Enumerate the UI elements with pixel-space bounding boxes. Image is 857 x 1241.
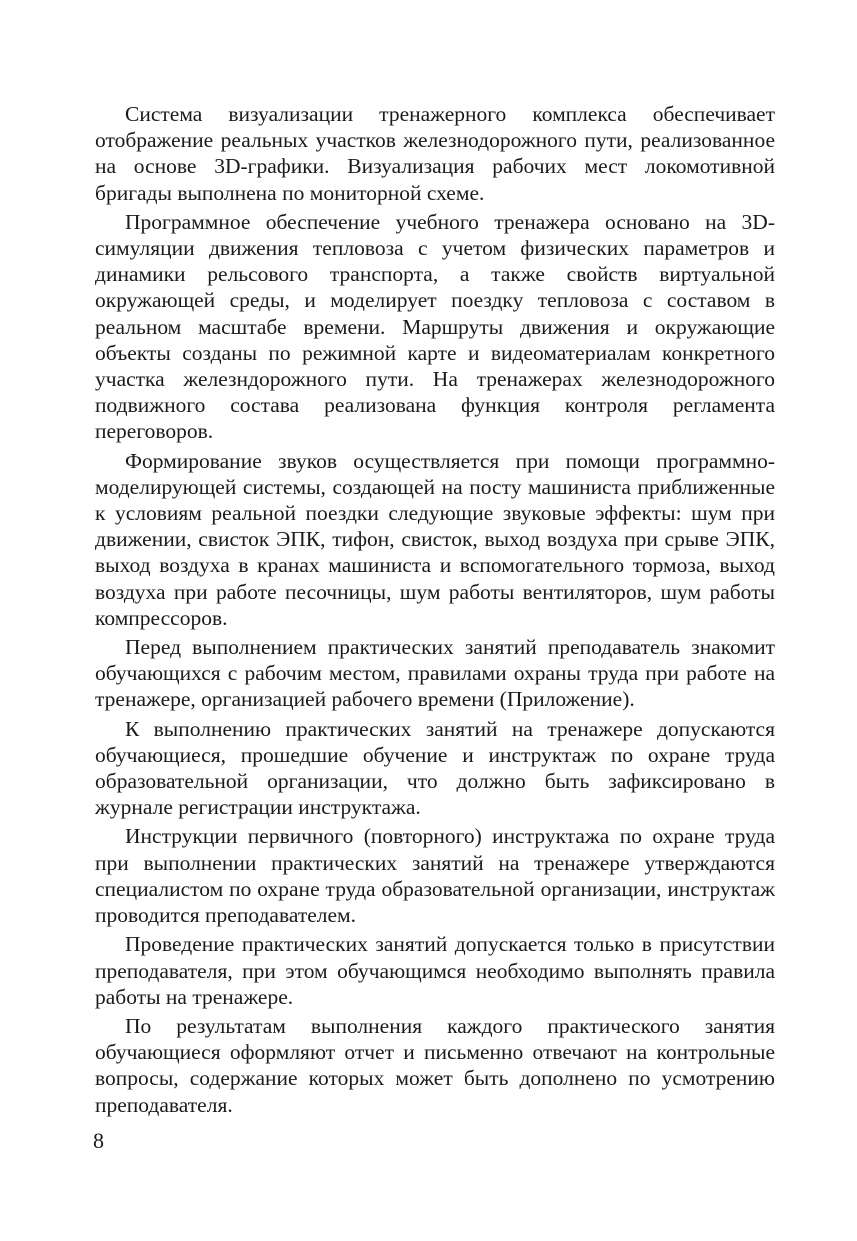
paragraph-report-results: По результатам выполнения каждого практического занятия обучающиеся оформляют отчет и письменно отвечают на контрольные вопросы, содержание которых может быть дополнено по усмотрению преподавателя. [95,1013,775,1117]
paragraph-software: Программное обеспечение учебного тренажера основано на 3D-симуляции движения тепловоза с учетом физических параметров и динамики рельсового транспорта, а также свойств виртуальной окружающей среды, и моделирует поездку тепловоза с составом в реальном масштабе времени. Маршруты движения и окружающие объекты созданы по режимной карте и видеоматериалам конкретного участка железндорожного пути. На тренажерах железнодорожного подвижного состава реализована функция контроля регламента переговоров. [95,209,775,444]
paragraph-admission-conditions: К выполнению практических занятий на тренажере допускаются обучающиеся, прошедшие обучение и инструктаж по охране труда образовательной организации, что должно быть зафиксировано в журнале регистрации инструктажа. [95,716,775,820]
page-number: 8 [93,1128,104,1153]
paragraph-sound-formation: Формирование звуков осуществляется при помощи программно-моделирующей системы, создающей на посту машиниста приближенные к условиям реальной поездки следующие звуковые эффекты: шум при движении, свисток ЭПК, тифон, свисток, выход воздуха при срыве ЭПК, выход воздуха в кранах машиниста и вспомогательного тормоза, выход воздуха при работе песочницы, шум работы вентиляторов, шум работы компрессоров. [95,448,775,630]
paragraph-instructions-approval: Инструкции первичного (повторного) инструктажа по охране труда при выполнении практических занятий на тренажере утверждаются специалистом по охране труда образовательной организации, инструктаж проводится преподавателем. [95,824,775,928]
paragraph-teacher-presence: Проведение практических занятий допускается только в присутствии преподавателя, при этом обучающимся необходимо выполнять правила работы на тренажере. [95,932,775,1009]
document-body [95,101,775,1121]
paragraph-visualization-system: Система визуализации тренажерного комплекса обеспечивает отображение реальных участков железнодорожного пути, реализованное на основе 3D-графики. Визуализация рабочих мест локомотивной бригады выполнена по мониторной схеме. [95,102,775,205]
paragraph-introduction-by-teacher: Перед выполнением практических занятий преподаватель знакомит обучающихся с рабочим местом, правилами охраны труда при работе на тренажере, организацией рабочего времени (Приложение). [95,635,775,712]
